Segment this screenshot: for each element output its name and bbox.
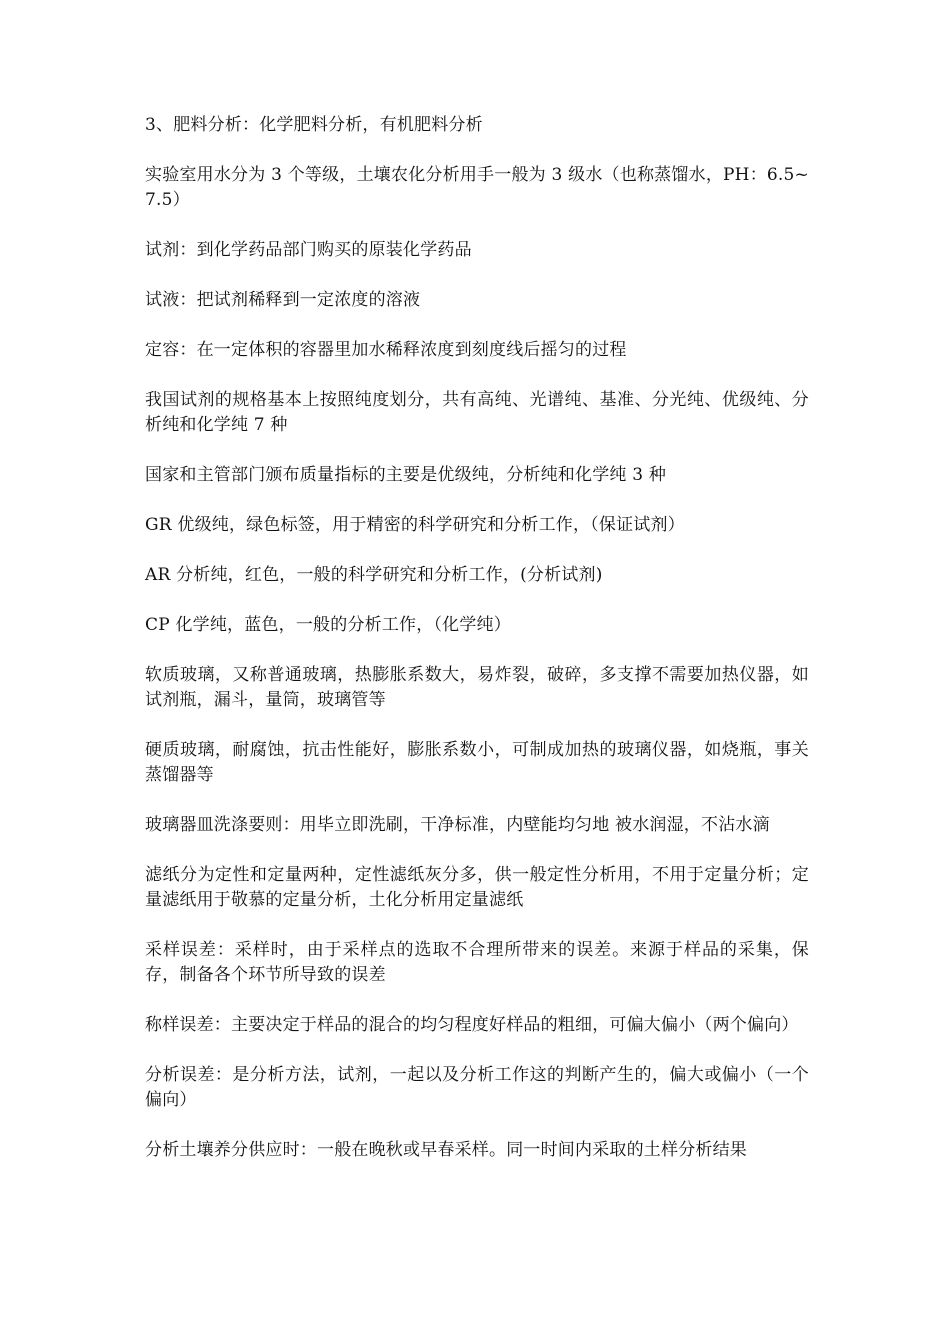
paragraph: 称样误差：主要决定于样品的混合的均匀程度好样品的粗细，可偏大偏小（两个偏向） [145,1015,799,1035]
paragraph: 采样误差：采样时，由于采样点的选取不合理所带来的误差。来源于样品的采集，保存，制备各个环节所导致的误差 [145,940,809,985]
paragraph: 3、肥料分析：化学肥料分析，有机肥料分析 [145,115,483,135]
paragraph: 我国试剂的规格基本上按照纯度划分，共有高纯、光谱纯、基准、分光纯、优级纯、分析纯和化学纯 7 种 [145,390,809,435]
paragraph: CP 化学纯，蓝色，一般的分析工作，（化学纯） [145,615,511,635]
paragraph: 硬质玻璃，耐腐蚀，抗击性能好，膨胀系数小，可制成加热的玻璃仪器，如烧瓶，事关蒸馏器等 [145,740,809,785]
paragraph: 试剂：到化学药品部门购买的原装化学药品 [145,240,472,260]
paragraph: 分析误差：是分析方法，试剂，一起以及分析工作这的判断产生的，偏大或偏小（一个偏向） [145,1065,809,1110]
paragraph: 国家和主管部门颁布质量指标的主要是优级纯，分析纯和化学纯 3 种 [145,465,667,485]
paragraph: 实验室用水分为 3 个等级，土壤农化分析用手一般为 3 级水（也称蒸馏水，PH：6.5~7.5） [145,165,809,210]
paragraph: 定容：在一定体积的容器里加水稀释浓度到刻度线后摇匀的过程 [145,340,627,360]
paragraph: AR 分析纯，红色，一般的科学研究和分析工作，(分析试剂) [145,565,603,585]
paragraph: 分析土壤养分供应时：一般在晚秋或早春采样。同一时间内采取的土样分析结果 [145,1140,747,1160]
paragraph: GR 优级纯，绿色标签，用于精密的科学研究和分析工作，（保证试剂） [145,515,685,535]
paragraph: 试液：把试剂稀释到一定浓度的溶液 [145,290,421,310]
document-body [145,113,809,1188]
paragraph: 滤纸分为定性和定量两种，定性滤纸灰分多，供一般定性分析用，不用于定量分析；定量滤纸用于敬慕的定量分析，土化分析用定量滤纸 [145,865,809,910]
paragraph: 软质玻璃，又称普通玻璃，热膨胀系数大，易炸裂，破碎，多支撑不需要加热仪器，如试剂瓶，漏斗，量筒，玻璃管等 [145,665,809,710]
paragraph: 玻璃器皿洗涤要则：用毕立即洗刷，干净标准，内壁能均匀地 被水润湿，不沾水滴 [145,815,770,835]
